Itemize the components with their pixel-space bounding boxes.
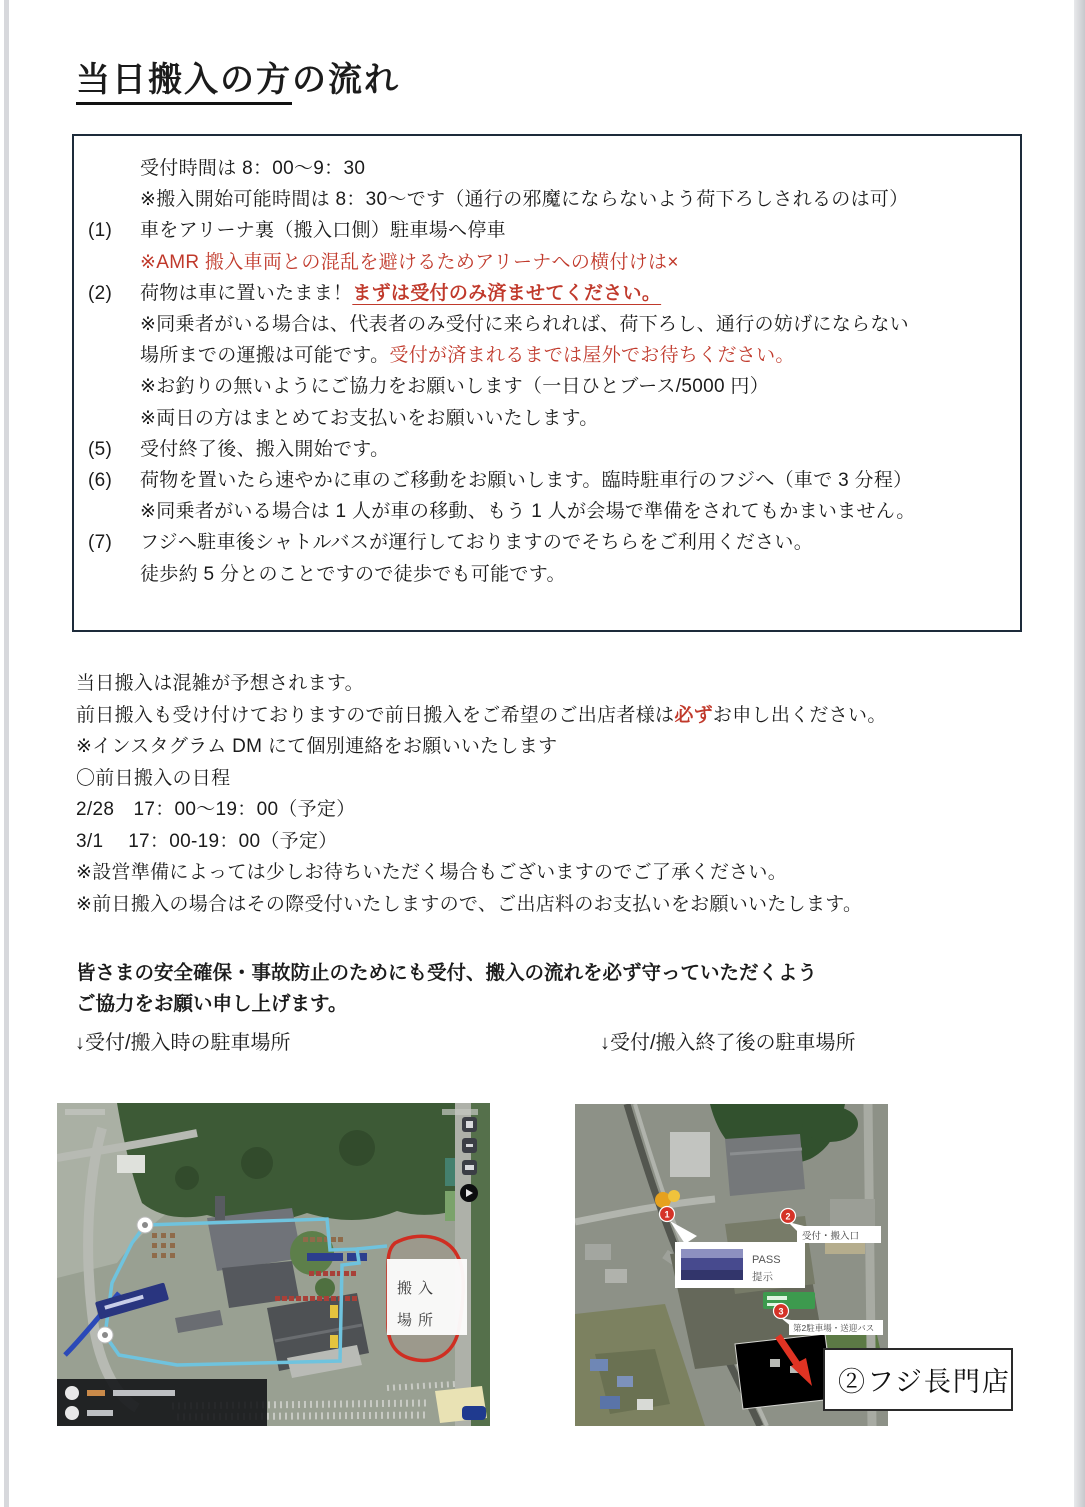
text-segment: 場所までの運搬は可能です。 [140,345,390,367]
page-title [76,52,400,101]
text-line [76,857,1036,889]
text-line [86,153,1010,184]
text-segment: 受付終了後、搬入開始です。 [140,438,390,460]
text-line [86,278,1010,309]
item-number: (5) [88,438,113,460]
pass-callout-line2: 提示 [752,1271,773,1283]
text-segment: 必ず [674,704,713,726]
reception-callout-label: 受付・搬入口 [802,1231,860,1242]
text-line [86,403,1010,434]
text-line [76,700,1036,732]
text-line [76,668,1036,700]
parking-callout-label: 第2駐車場・送迎バス [793,1323,875,1333]
map-button [462,1406,486,1420]
text-line [76,889,1036,921]
text-segment: 〇前日搬入の日程 [76,767,231,789]
text-segment: ※同乗者がいる場合は、代表者のみ受付に来られれば、荷下ろし、通行の妨げにならない [140,314,909,336]
fuji-store-label: ②フジ長門店 [838,1367,1011,1397]
item-number [86,559,140,590]
text-segment: 3/1 17：00-19：00（予定） [76,830,338,852]
right-map-caption: ↓受付/搬入終了後の駐車場所 [600,1032,856,1054]
text-segment: お申し出ください。 [712,704,887,726]
text-segment: ※両日の方はまとめてお支払いをお願いいたします。 [140,407,599,429]
text-line [86,247,1010,278]
pin-3-number: 3 [778,1306,784,1317]
item-number [86,153,140,184]
text-segment: ※AMR 搬入車両との混乱を避けるためアリーナへの横付けは× [140,251,679,273]
photo-edge-left [4,0,9,1507]
pin-2-number: 2 [785,1211,791,1222]
arena-aerial-map [57,1103,490,1426]
banner-sign [307,1253,343,1261]
loading-area-label-line1: 搬入 [397,1280,440,1297]
forest-area [117,1103,490,1223]
item-number [86,247,140,278]
text-segment: フジへ駐車後シャトルバスが運行しておりますのでそちらをご利用ください。 [140,532,814,554]
left-map-caption: ↓受付/搬入時の駐車場所 [75,1032,291,1054]
text-segment: 受付時間は 8：00～9：30 [140,158,366,179]
text-line [76,826,1036,858]
item-number [86,184,140,215]
gate-marker [330,1305,338,1318]
text-segment: ※設営準備によっては少しお待ちいただく場合もございますのでご了承ください。 [76,862,788,883]
pass-callout-line1: PASS [752,1254,781,1266]
item-number: (2) [88,282,113,304]
text-line [76,763,1036,795]
text-segment: 車をアリーナ裏（搬入口側）駐車場へ停車 [140,220,506,242]
pin-1-number: 1 [664,1209,670,1220]
text-line [86,527,1010,558]
text-segment: 当日搬入は混雑が予想されます。 [76,673,364,694]
item-number [86,496,140,527]
text-segment: ※インスタグラム DM にて個別連絡をお願いいたします [76,736,558,757]
text-line [76,794,1036,826]
text-line [86,465,1010,496]
text-line [76,731,1036,763]
item-number [86,309,140,340]
text-line [86,340,1010,371]
text-segment: ※前日搬入の場合はその際受付いたしますので、ご出店料のお支払いをお願いいたします。 [76,893,863,915]
text-segment: ※お釣りの無いようにご協力をお願いします（一日ひとブース/5000 円） [140,376,770,398]
arena-aerial-map-image [57,1103,490,1426]
text-line [86,309,1010,340]
fuji-store-label-box [823,1348,1013,1411]
text-segment: 荷物は車に置いたまま！ [140,282,353,304]
text-segment: 2/28 17：00～19：00（予定） [76,799,356,820]
loading-area-label-line2: 場所 [397,1312,440,1329]
text-segment: 荷物を置いたら速やかに車のご移動をお願いします。臨時駐車行のフジへ（車で 3 分程） [140,470,913,492]
text-segment: まずは受付のみ済ませてください。 [352,282,662,304]
safety-notice [76,958,1036,1020]
page-title-rest: の流れ [292,61,400,99]
green-sign [763,1292,815,1309]
item-number: (1) [88,220,113,242]
pre-day-info-section [76,668,1036,920]
text-segment: 徒歩約 5 分とのことですので徒歩でも可能です。 [140,563,566,585]
text-line [86,496,1010,527]
text-line [86,434,1010,465]
photo-edge-right [1074,0,1085,1507]
map-legend-overlay [57,1379,267,1426]
item-number [86,340,140,371]
text-segment: ※搬入開始可能時間は 8：30～です（通行の邪魔にならないよう荷下ろしされるのは可） [140,189,909,211]
text-segment: 前日搬入も受け付けておりますので前日搬入をご希望のご出店者様は [76,704,675,726]
item-number [86,403,140,434]
safety-notice-line1: 皆さまの安全確保・事故防止のためにも受付、搬入の流れを必ず守っていただくよう [76,962,818,984]
page-title-underlined: 当日搬入の方 [76,61,292,105]
text-segment: ※同乗者がいる場合は 1 人が車の移動、もう 1 人が会場で準備をされてもかまいません。 [140,501,916,523]
text-line [86,184,1010,215]
text-line [86,559,1010,590]
rules-box [72,134,1022,632]
text-segment: 受付が済まれるまでは屋外でお待ちください。 [389,345,795,367]
legend-exit-icon [65,1406,79,1420]
legend-entrance-icon [65,1386,79,1400]
item-number [86,371,140,402]
item-number: (6) [88,470,113,492]
item-number: (7) [88,532,113,554]
safety-notice-line2: ご協力をお願い申し上げます。 [76,993,348,1015]
text-line [86,215,1010,246]
text-line [86,371,1010,402]
